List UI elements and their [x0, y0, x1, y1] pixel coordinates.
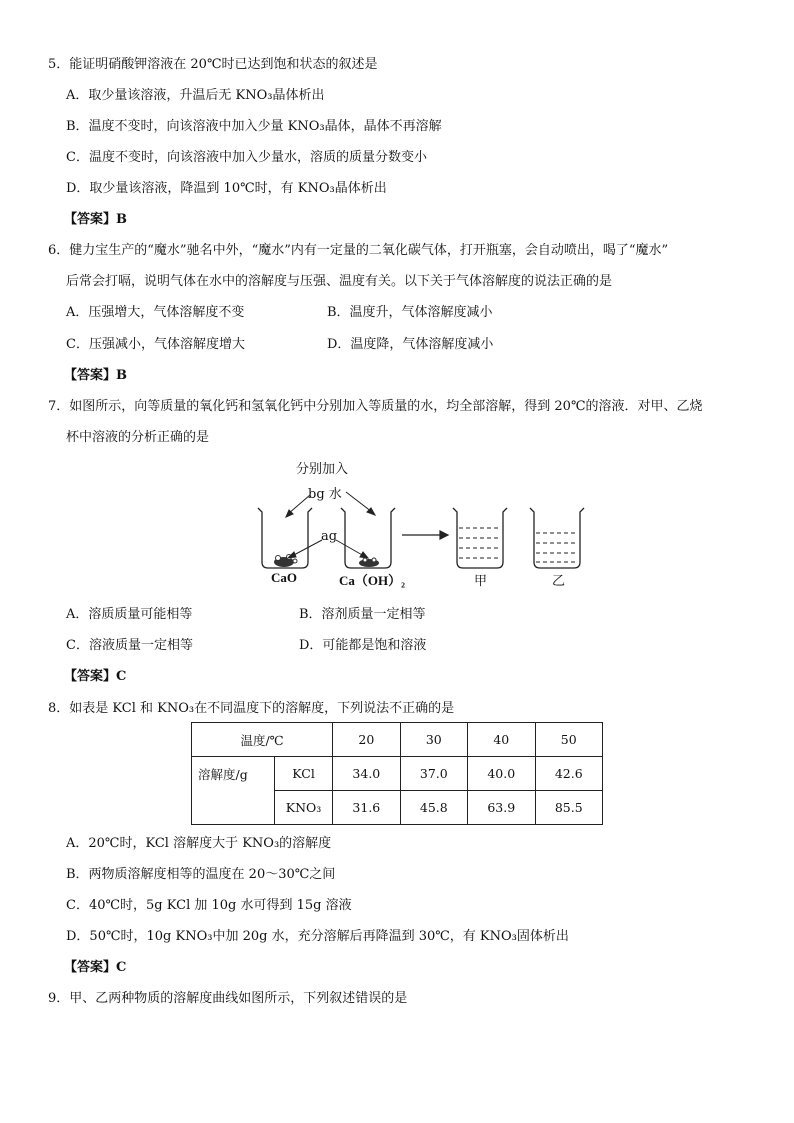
q5-option-a: A．取少量该溶液，升温后无 KNO₃晶体析出: [66, 88, 325, 103]
beaker4-label: 乙: [552, 574, 566, 589]
q6-option-d: D．温度降，气体溶解度减小: [327, 337, 494, 352]
q9-stem: 9．甲、乙两种物质的溶解度曲线如图所示，下列叙述错误的是: [48, 991, 408, 1006]
caoh2-powder: [359, 558, 379, 567]
beaker2-label: Ca（OH）₂: [339, 573, 406, 588]
table-header-label: 温度/℃: [192, 723, 333, 757]
q6-answer: 【答案】B: [64, 368, 127, 383]
solubility-table: [191, 722, 603, 825]
q8-stem: 8．如表是 KCl 和 KNO₃在不同温度下的溶解度，下列说法不正确的是: [48, 701, 455, 716]
q5-answer: 【答案】B: [64, 212, 127, 227]
q6-option-a: A．压强增大，气体溶解度不变: [66, 305, 245, 320]
q8-option-b: B．两物质溶解度相等的温度在 20～30℃之间: [66, 867, 336, 882]
q7-option-b: B．溶剂质量一定相等: [299, 607, 426, 622]
label-arrows: [286, 492, 375, 558]
q7-answer: 【答案】C: [64, 669, 127, 684]
table-substance: KNO₃: [274, 791, 332, 825]
table-cell: 63.9: [468, 791, 535, 825]
q8-option-a: A．20℃时，KCl 溶解度大于 KNO₃的溶解度: [66, 836, 332, 851]
table-cell: 31.6: [333, 791, 400, 825]
table-cell: 37.0: [400, 757, 467, 791]
q7-stem-line2: 杯中溶液的分析正确的是: [66, 430, 210, 445]
table-header-temp: 50: [535, 723, 602, 757]
q8-option-d: D．50℃时，10g KNO₃中加 20g 水，充分溶解后再降温到 30℃，有 KNO₃固体析出: [66, 929, 569, 944]
beaker3-label: 甲: [474, 574, 488, 589]
figure-label-water: bg 水: [308, 487, 342, 502]
q5-option-d: D．取少量该溶液，降温到 10℃时，有 KNO₃晶体析出: [66, 181, 387, 196]
table-header-temp: 20: [333, 723, 400, 757]
table-cell: 34.0: [333, 757, 400, 791]
table-row: [192, 757, 603, 791]
figure-label-add: 分别加入: [296, 462, 349, 477]
table-cell: 85.5: [535, 791, 602, 825]
q6-stem-line2: 后常会打嗝，说明气体在水中的溶解度与压强、温度有关。以下关于气体溶解度的说法正确的是: [66, 274, 613, 289]
q6-option-b: B．温度升，气体溶解度减小: [327, 305, 493, 320]
table-substance: KCl: [274, 757, 332, 791]
q7-option-a: A．溶质质量可能相等: [66, 607, 193, 622]
table-row: [192, 723, 603, 757]
process-arrow: [402, 531, 448, 539]
table-header-temp: 40: [468, 723, 535, 757]
beaker1-label: CaO: [271, 570, 297, 585]
q6-stem-line1: 6．健力宝生产的“魔水”驰名中外，“魔水”内有一定量的二氧化碳气体，打开瓶塞，会自动喷出，喝了“魔水”: [48, 243, 669, 258]
q8-answer: 【答案】C: [64, 960, 127, 975]
table-header-temp: 30: [400, 723, 467, 757]
table-cell: 42.6: [535, 757, 602, 791]
beaker-yi: [530, 508, 584, 568]
figure-label-mass: ag: [321, 529, 338, 544]
q5-option-b: B．温度不变时，向该溶液中加入少量 KNO₃晶体，晶体不再溶解: [66, 119, 442, 134]
q5-stem: 5．能证明硝酸钾溶液在 20℃时已达到饱和状态的叙述是: [48, 57, 378, 72]
q7-stem-line1: 7．如图所示，向等质量的氧化钙和氢氧化钙中分别加入等质量的水，均全部溶解，得到 20℃的溶液．对甲、乙烧: [48, 399, 703, 414]
q6-option-c: C．压强减小，气体溶解度增大: [66, 337, 245, 352]
table-cell: 40.0: [468, 757, 535, 791]
beaker-jia: [453, 508, 507, 568]
q5-option-c: C．温度不变时，向该溶液中加入少量水，溶质的质量分数变小: [66, 150, 427, 165]
q7-option-d: D．可能都是饱和溶液: [299, 638, 427, 653]
beaker-caoh2: [341, 508, 395, 568]
q7-option-c: C．溶液质量一定相等: [66, 638, 193, 653]
table-row-label: 溶解度/g: [192, 757, 275, 825]
table-cell: 45.8: [400, 791, 467, 825]
q8-option-c: C．40℃时，5g KCl 加 10g 水可得到 15g 溶液: [66, 898, 352, 913]
